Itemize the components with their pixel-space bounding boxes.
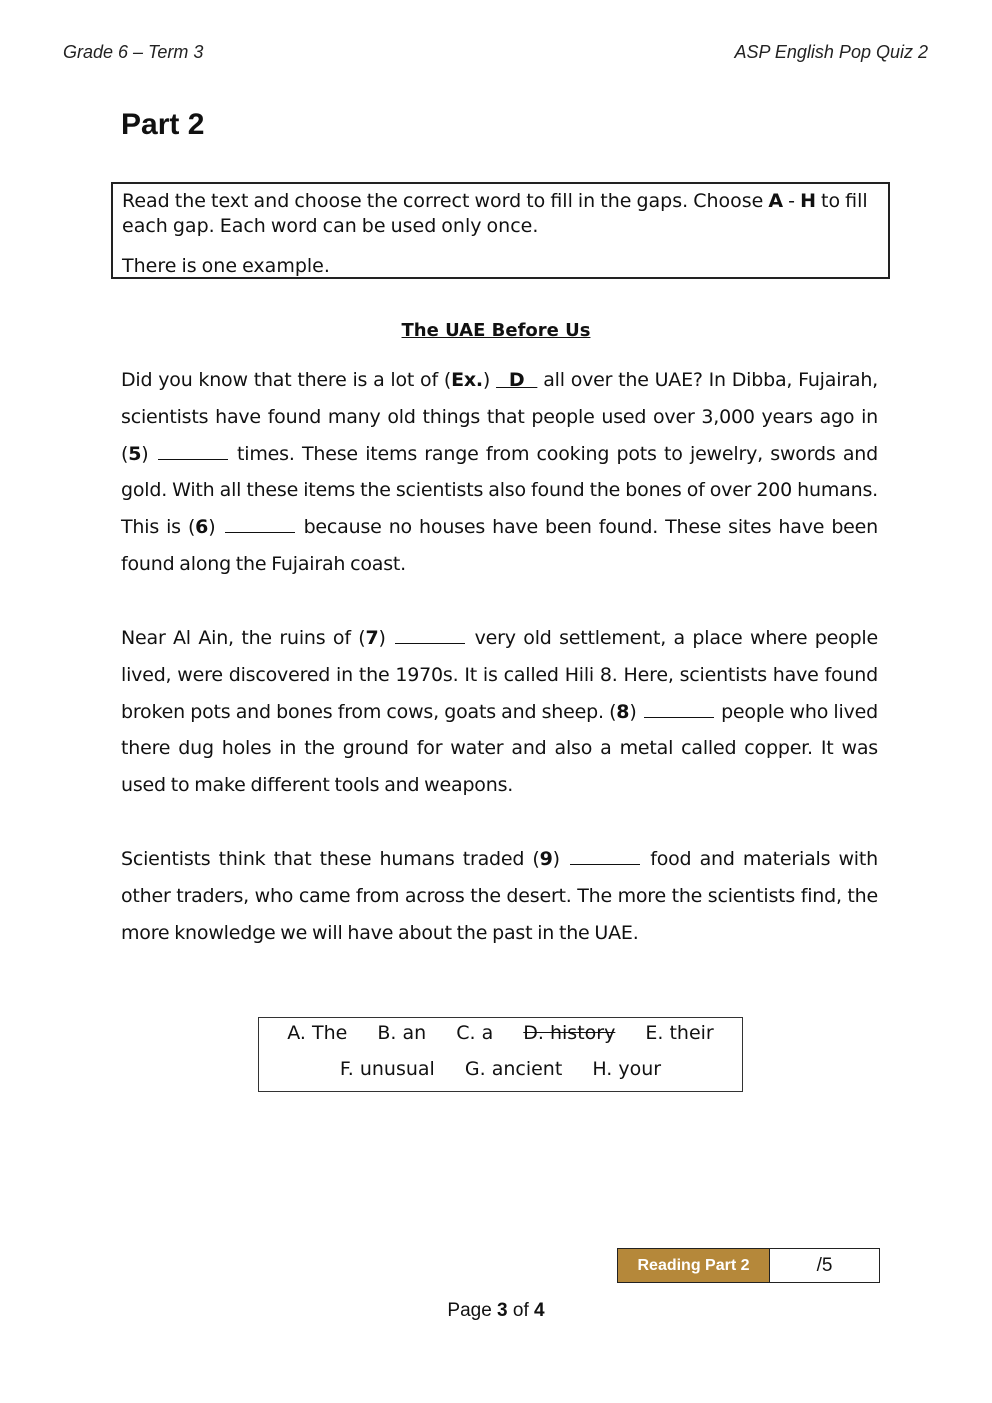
instructions-example-note: There is one example. (122, 255, 330, 277)
option-e: E. their (645, 1022, 714, 1044)
word-bank-row-1 (259, 1022, 742, 1044)
gap-9[interactable] (570, 846, 640, 865)
score-box (617, 1248, 880, 1283)
story-title: The UAE Before Us (401, 320, 591, 341)
paragraph-3: Scientists think that these humans traded (9) food and materials with other traders, who came from across the desert. The more the scientists find, the more knowledge we will have about the past in the UAE. (121, 848, 878, 944)
option-b: B. an (377, 1022, 427, 1044)
option-d-used: D. history (523, 1022, 616, 1044)
paragraph-1: Did you know that there is a lot of (Ex.) D all over the UAE? In Dibba, Fujairah, scientists have found many old things that people used over 3,000 years ago in (5) times. These items range from cooking pots to jewelry, swords and gold. With all these items the scientists also found the bones of over 200 humans. This is (6) because no houses have been found. These sites have been found along the Fujairah coast. (121, 369, 879, 575)
page-number: Page 3 of 4 (447, 1300, 545, 1321)
gap-5[interactable] (158, 441, 228, 460)
word-bank (258, 1017, 743, 1092)
instructions-text: Read the text and choose the correct word to fill in the gaps. Choose A - H to fill each gap. Each word can be used only once. (122, 190, 868, 237)
score-value[interactable]: /5 (769, 1249, 879, 1282)
option-a: A. The (287, 1022, 348, 1044)
header-grade-term: Grade 6 – Term 3 (63, 42, 204, 62)
example-answer: D (496, 369, 538, 391)
option-h: H. your (592, 1058, 662, 1080)
option-c: C. a (456, 1022, 494, 1044)
score-label: Reading Part 2 (618, 1249, 769, 1282)
gap-6[interactable] (225, 514, 295, 533)
instructions-box (111, 182, 890, 279)
gap-8[interactable] (644, 699, 714, 718)
header-quiz-title: ASP English Pop Quiz 2 (734, 42, 928, 62)
option-f: F. unusual (339, 1058, 435, 1080)
option-g: G. ancient (464, 1058, 563, 1080)
paragraph-2: Near Al Ain, the ruins of (7) very old settlement, a place where people lived, were discovered in the 1970s. It is called Hili 8. Here, scientists have found broken pots and bones from cows, goats and sheep. (8) people who lived there dug holes in the ground for water and also a metal called copper. It was used to make different tools and weapons. (121, 627, 878, 797)
part-title: Part 2 (121, 108, 205, 141)
gap-7[interactable] (395, 625, 465, 644)
word-bank-row-2 (259, 1058, 742, 1080)
